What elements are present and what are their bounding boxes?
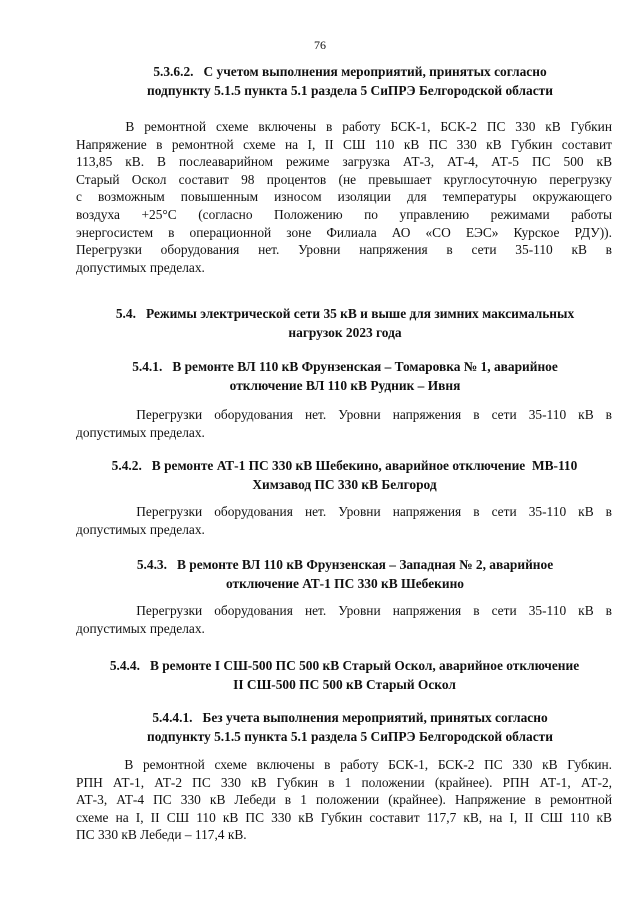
text-line: схеме на I, II СШ 110 кВ ПС 330 кВ Губкин составит 117,7 кВ, на I, II СШ 110 кВ xyxy=(76,809,612,825)
text-line: Старый Оскол составит 98 процентов (не превышает круглосуточную перегрузку xyxy=(76,171,612,187)
text-line: Перегрузки оборудования нет. Уровни напряжения в сети 35-110 кВ в xyxy=(76,407,612,422)
section-title-line: нагрузок 2023 года xyxy=(288,325,402,340)
paragraph-4 xyxy=(76,602,612,637)
text-line: Напряжение в ремонтной схеме на I, II СШ 110 кВ ПС 330 кВ Губкин составит xyxy=(76,136,612,152)
text-line: Перегрузки оборудования нет. Уровни напряжения в сети 35-110 кВ в xyxy=(76,603,612,618)
section-title-line: подпункту 5.1.5 пункта 5.1 раздела 5 СиПРЭ Белгородской области xyxy=(147,83,553,98)
section-title-line: В ремонте I СШ-500 ПС 500 кВ Старый Оскол, аварийное отключение xyxy=(149,658,580,673)
text-line: Перегрузки оборудования нет. Уровни напряжения в сети 35-110 кВ в xyxy=(76,242,612,258)
section-title-line: В ремонте АТ-1 ПС 330 кВ Шебекино, аварийное отключение МВ-110 xyxy=(151,458,578,473)
section-number: 5.4.1. xyxy=(132,359,163,374)
section-title-line: подпункту 5.1.5 пункта 5.1 раздела 5 СиПРЭ Белгородской области xyxy=(147,729,553,744)
section-title-line: В ремонте ВЛ 110 кВ Фрунзенская – Томаровка № 1, аварийное xyxy=(172,359,558,374)
section-title-line: отключение ВЛ 110 кВ Рудник – Ивня xyxy=(229,378,461,393)
section-title-line: отключение АТ-1 ПС 330 кВ Шебекино xyxy=(225,576,464,591)
section-number: 5.4.2. xyxy=(111,458,142,473)
section-title-line: Химзавод ПС 330 кВ Белгород xyxy=(252,477,437,492)
section-number: 5.4. xyxy=(115,306,136,321)
text-line: ПС 330 кВ Лебеди – 117,4 кВ. xyxy=(76,827,247,843)
text-line: допустимых пределах. xyxy=(76,620,205,636)
section-heading-5-3-6-2 xyxy=(100,62,600,100)
text-line: энергосистем в операционной зоне Филиала АО «СО ЕЭС» Курское РДУ)). xyxy=(76,224,612,240)
page-number: 76 xyxy=(314,38,326,52)
section-number: 5.4.4.1. xyxy=(152,710,193,725)
section-number: 5.4.3. xyxy=(136,557,167,572)
section-heading-5-4-1 xyxy=(90,357,600,395)
text-line: допустимых пределах. xyxy=(76,521,205,537)
section-title-line: Без учета выполнения мероприятий, принятых согласно xyxy=(202,710,548,725)
text-line: В ремонтной схеме включены в работу БСК-1, БСК-2 ПС 330 кВ Губкин. xyxy=(76,757,612,772)
paragraph-1 xyxy=(76,118,612,276)
text-line: АТ-3, АТ-4 ПС 330 кВ Лебеди в 1 положении (крайнее). Напряжение в ремонтной xyxy=(76,792,612,808)
paragraph-2 xyxy=(76,406,612,441)
section-number: 5.4.4. xyxy=(109,658,140,673)
section-title-line: II СШ-500 ПС 500 кВ Старый Оскол xyxy=(233,677,456,692)
text-line: допустимых пределах. xyxy=(76,424,205,440)
text-line: 113,85 кВ. В послеаварийном режиме загрузка АТ-3, АТ-4, АТ-5 ПС 500 кВ xyxy=(76,154,612,170)
text-line: В ремонтной схеме включены в работу БСК-1, БСК-2 ПС 330 кВ Губкин xyxy=(76,119,612,134)
text-line: допустимых пределах. xyxy=(76,259,205,275)
text-line: с возможным повышенным износом изоляции для температуры окружающего xyxy=(76,189,612,205)
section-title-line: В ремонте ВЛ 110 кВ Фрунзенская – Западная № 2, аварийное xyxy=(176,557,554,572)
section-heading-5-4-4-1 xyxy=(100,708,600,746)
section-heading-5-4-3 xyxy=(90,555,600,593)
section-title-line: Режимы электрической сети 35 кВ и выше для зимних максимальных xyxy=(145,306,575,321)
paragraph-3 xyxy=(76,503,612,538)
paragraph-5 xyxy=(76,756,612,844)
text-line: РПН АТ-1, АТ-2 ПС 330 кВ Губкин в 1 положении (крайнее). РПН АТ-1, АТ-2, xyxy=(76,774,612,790)
section-heading-5-4-2 xyxy=(72,456,617,494)
section-number: 5.3.6.2. xyxy=(153,64,194,79)
section-heading-5-4-4 xyxy=(72,656,617,694)
section-heading-5-4 xyxy=(80,304,610,342)
section-title-line: С учетом выполнения мероприятий, принятых согласно xyxy=(203,64,547,79)
text-line: воздуха +25°С (согласно Положению по управлению режимами работы xyxy=(76,206,612,222)
text-line: Перегрузки оборудования нет. Уровни напряжения в сети 35-110 кВ в xyxy=(76,504,612,519)
